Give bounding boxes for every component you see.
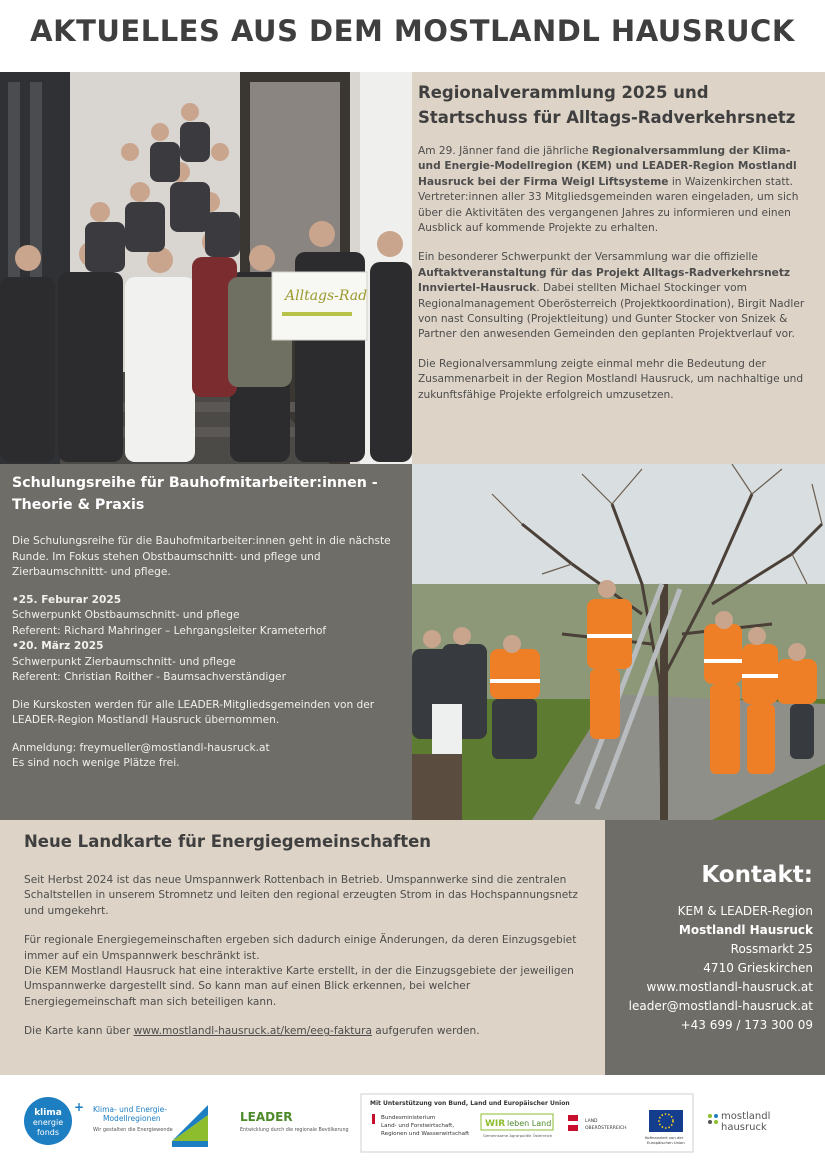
svg-text:Modellregionen: Modellregionen [103,1114,161,1123]
svg-text:fonds: fonds [36,1128,60,1137]
pruning-photo [412,464,825,820]
contact-city: 4710 Grieskirchen [703,961,813,975]
contact-street: Rossmarkt 25 [730,942,813,956]
svg-text:OBERÖSTERREICH: OBERÖSTERREICH [585,1126,627,1131]
wir-leben-land-logo [481,1114,553,1138]
article-schulungsreihe [0,464,412,820]
group-photo [0,72,412,464]
svg-text:Bundesministerium: Bundesministerium [381,1115,436,1121]
leader-logo [240,1110,349,1133]
article-paragraph: Am 29. Jänner fand die jährliche Regionalversammlung der Klima- und Energie-Modellregion (KEM) und LEADER-Region Mostlandl Hausruck bei der Firma Weigl Liftsysteme in Waizenkirchen statt. Vertreter:innen aller 33 Mitgliedsgemeinden waren eingeladen, um sich über die Aktivitäten des vergangenen Jahres zu informieren und einen Ausblick auf kommende Projekte zu erhalten. [418,145,799,235]
contact-title: Kontakt: [701,862,813,888]
contact-org: Mostlandl Hausruck [678,923,813,937]
article-paragraph: Die Kurskosten werden für alle LEADER-Mitgliedsgemeinden von der LEADER-Region Mostlandl Hausruck übernommen. [12,698,375,726]
article-paragraph: Die Schulungsreihe für die Bauhofmitarbeiter:innen geht in die nächste Runde. Im Fokus stehen Obstbaumschnitt- und pflege und Zierbaumschnittt- und pflege. [12,535,391,578]
svg-text:LAND: LAND [585,1119,598,1124]
contact-box [605,820,825,1075]
signup-email[interactable]: Anmeldung: freymueller@mostlandl-hausruck.at [12,741,270,754]
svg-text:Klima- und Energie-: Klima- und Energie- [93,1105,167,1114]
spots-note: Es sind noch wenige Plätze frei. [12,757,180,769]
article-paragraph: Die Regionalversammlung zeigte einmal mehr die Bedeutung der Zusammenarbeit in der Region Mostlandl Hausruck, um nachhaltige und zukunftsfähige Projekte erfolgreich umzusetzen. [418,357,804,401]
klima-energie-fonds-logo [24,1097,84,1145]
event-topic: Schwerpunkt Obstbaumschnitt- und pflege [12,609,240,621]
contact-email[interactable]: leader@mostlandl-hausruck.at [628,999,813,1013]
map-link[interactable]: www.mostlandl-hausruck.at/kem/eeg-faktura [133,1025,372,1038]
svg-text:leben Land: leben Land [507,1119,552,1128]
article-title: Regionalverammlung 2025 und Startschuss für Alltags-Radverkehrsnetz [418,83,796,127]
svg-text:+: + [74,1100,85,1114]
contact-website[interactable]: www.mostlandl-hausruck.at [646,980,813,994]
article-paragraph: Ein besonderer Schwerpunkt der Versammlung war die offizielle Auftaktveranstaltung für das Projekt Alltags-Radverkehrsnetz Innviertel-Hausruck. Dabei stellten Michael Stockinger vom Regionalmanagement Oberösterreich (Projektkoordination), Birgit Nadler von nast Consulting (Projektleitung) und Gunter Stocker von Snizek & Partner den anwesenden Gemeinden den geplanten Projektverlauf vor. [418,251,805,341]
article-title: Neue Landkarte für Energiegemeinschaften [24,832,432,851]
svg-text:Land- und Forstwirtschaft,: Land- und Forstwirtschaft, [381,1123,455,1129]
contact-line: KEM & LEADER-Region [677,904,813,918]
event-referent: Referent: Christian Roither - Baumsachverständiger [12,671,286,683]
eu-flag-logo [645,1110,685,1145]
svg-text:Wir gestalten die Energiewende: Wir gestalten die Energiewende [93,1127,173,1133]
svg-text:mostlandl: mostlandl [721,1111,771,1122]
event-referent: Referent: Richard Mahringer – Lehrgangsleiter Krameterhof [12,624,327,637]
sign-text: Alltags-Rad [285,288,368,304]
article-paragraph: Die Karte kann über www.mostlandl-hausruck.at/kem/eeg-faktura aufgerufen werden. [24,1025,480,1038]
article-landkarte [0,820,605,1075]
svg-text:LEADER: LEADER [240,1110,293,1124]
svg-text:WIR: WIR [485,1119,506,1129]
page-title: AKTUELLES AUS DEM MOSTLANDL HAUSRUCK [30,14,795,48]
article-title: Schulungsreihe für Bauhofmitarbeiter:innen - Theorie & Praxis [12,475,378,513]
svg-text:klima: klima [34,1108,62,1118]
svg-text:hausruck: hausruck [721,1122,767,1133]
event-date: •20. März 2025 [12,640,104,652]
svg-text:Europäischen Union: Europäischen Union [647,1140,685,1145]
article-paragraph: Für regionale Energiegemeinschaften ergeben sich dadurch einige Änderungen, da deren Einzugsgebiet immer auf ein Umspannwerk beschränkt ist. [24,934,577,962]
svg-text:Gemeinsame Agrarpolitik Österr: Gemeinsame Agrarpolitik Österreich [483,1133,553,1138]
article-paragraph: Seit Herbst 2024 ist das neue Umspannwerk Rottenbach in Betrieb. Umspannwerke sind die zentralen Schaltstellen in unserem Stromnetz und leiten den regional erzeugten Strom in das Hochspannungsnetz und umgekehrt. [24,874,578,917]
event-list [12,593,400,686]
signup-info [12,741,400,772]
contact-phone[interactable]: +43 699 / 173 300 09 [680,1018,813,1032]
footer-logos [0,1075,825,1167]
funding-title: Mit Unterstützung von Bund, Land und Europäischer Union [370,1100,570,1107]
svg-text:Kofinanziert von der: Kofinanziert von der [645,1135,684,1140]
article-paragraph: Die KEM Mostlandl Hausruck hat eine interaktive Karte erstellt, in der die Einzugsgebiete der jeweiligen Umspannwerke dargestellt sind. So kann man auf einen Blick erkennen, bei welcher Energiegemeinschaft man sich beteiligen kann. [24,965,574,1008]
event-topic: Schwerpunkt Zierbaumschnitt- und pflege [12,655,236,668]
svg-text:Regionen und Wasserwirtschaft: Regionen und Wasserwirtschaft [381,1131,470,1137]
kem-logo [93,1105,208,1147]
article-regionalversammlung [412,72,825,464]
mostlandl-hausruck-logo [708,1111,770,1133]
svg-text:Entwicklung durch die regional: Entwicklung durch die regionale Bevölkerung [240,1128,349,1133]
svg-text:energie: energie [32,1118,64,1127]
event-date: •25. Feburar 2025 [12,593,122,606]
